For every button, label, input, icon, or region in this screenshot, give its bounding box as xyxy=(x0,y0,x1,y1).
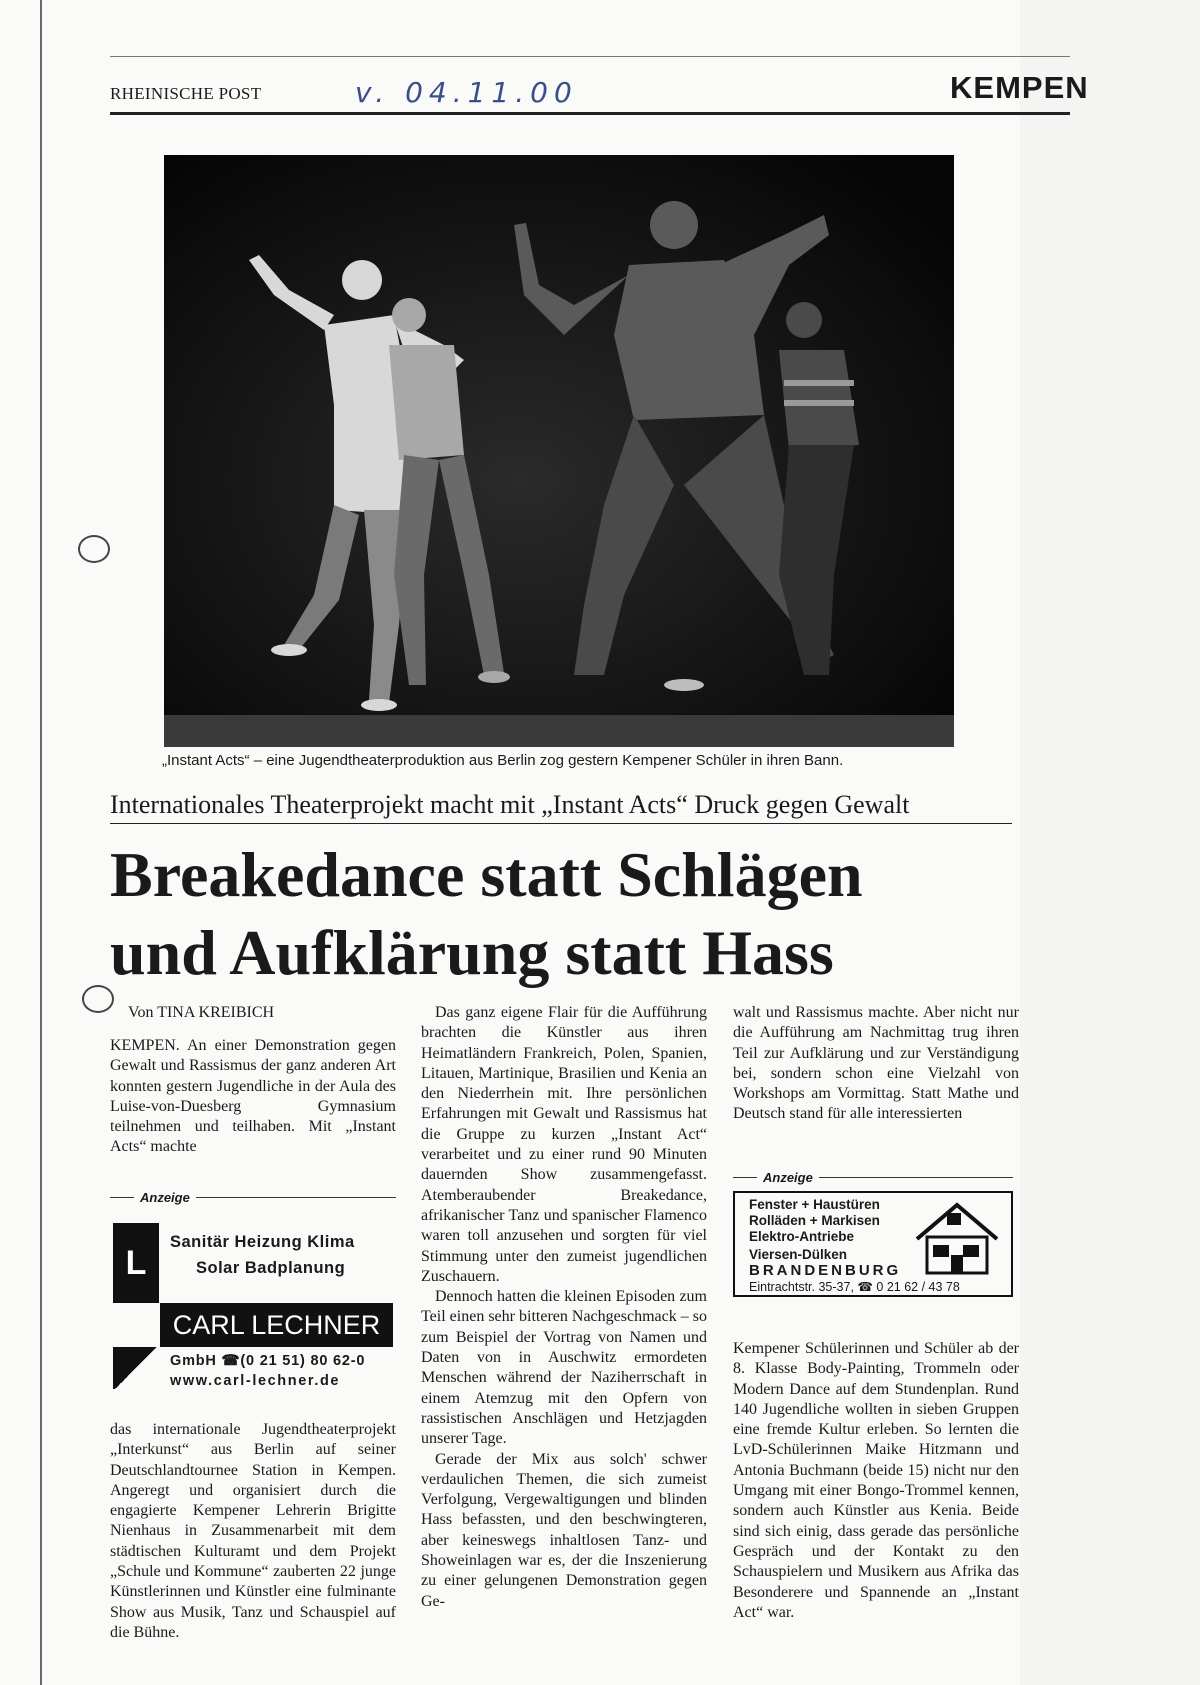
ad-label-text: Anzeige xyxy=(140,1190,190,1205)
ad-line: Rolläden + Markisen xyxy=(749,1213,880,1228)
ad-line: Viersen-Dülken xyxy=(749,1247,848,1262)
publication-name: RHEINISCHE POST xyxy=(110,84,262,103)
article-headline xyxy=(110,836,863,992)
region-heading: KEMPEN xyxy=(950,70,1089,105)
checker-decoration xyxy=(113,1347,159,1389)
top-rule xyxy=(110,56,1070,57)
ad-phone: GmbH ☎(0 21 51) 80 62-0 xyxy=(170,1353,366,1369)
photo-caption: „Instant Acts“ – eine Jugendtheaterproduktion aus Berlin zog gestern Kempener Schüler in ihren Bann. xyxy=(162,752,844,769)
article-column-2 xyxy=(421,1003,707,1612)
advertisement-brandenburg xyxy=(733,1170,1013,1310)
handwritten-date: v. 04.11.00 xyxy=(355,76,578,109)
ad-line: Elektro-Antriebe xyxy=(749,1229,855,1244)
article-column-1-continued xyxy=(110,1404,396,1659)
article-kicker: Internationales Theaterprojekt macht mit „Instant Acts“ Druck gegen Gewalt xyxy=(110,790,910,819)
ad-label-text: Anzeige xyxy=(763,1170,813,1185)
ad-company-name: CARL LECHNER xyxy=(160,1303,393,1347)
article-photo xyxy=(164,155,954,747)
article-column-3-continued xyxy=(733,1323,1019,1639)
lechner-logo-icon: L xyxy=(113,1223,159,1303)
stage-photo-illustration xyxy=(164,155,954,747)
byline: Von TINA KREIBICH xyxy=(128,1004,275,1021)
scan-edge xyxy=(40,0,42,1685)
ad-services-line-1: Sanitär Heizung Klima xyxy=(170,1233,355,1251)
paragraph: Dennoch hatten die kleinen Episoden zum Teil einen sehr bitteren Nachgeschmack – so zum Beispiel der Vortrag von Namen und Daten von in Auschwitz ermordeten Menschen während der Naziherrschaft in einem Atemzug mit den Opfern von rassistischen Anschlägen und Hetzjagden unserer Tage. xyxy=(421,1288,707,1448)
paragraph: das internationale Jugendtheaterprojekt „Interkunst“ aus Berlin auf seiner Deutschlandtournee Station in Kempen. Angeregt und organisiert durch die engagierte Kempener Lehrerin Brigitte Nienhaus in Zusammenarbeit mit dem städtischen Kulturamt und dem Projekt „Schule und Kommune“ zauberten 22 junge Künstlerinnen und Künstler eine fulminante Show aus Musik, Tanz und Schauspiel auf die Bühne. xyxy=(110,1421,396,1641)
ad-address: Eintrachtstr. 35-37, ☎ 0 21 62 / 43 78 xyxy=(749,1280,960,1294)
punch-hole-mark xyxy=(82,985,114,1013)
ad-line: Fenster + Haustüren xyxy=(749,1197,880,1212)
punch-hole-mark xyxy=(78,535,110,563)
headline-line-1: Breakedance statt Schlägen xyxy=(110,839,863,910)
headline-line-2: und Aufklärung statt Hass xyxy=(110,917,834,988)
house-icon xyxy=(911,1199,1003,1277)
article-column-1 xyxy=(110,1036,396,1158)
paragraph: Das ganz eigene Flair für die Aufführung brachten die Künstler aus ihren Heimatländern Frankreich, Polen, Spanien, Litauen, Martinique, Brasilien und Kenia an den Niederrhein mit. Ihre persönlichen Erfahrungen mit Gewalt und Rassismus hat die Gruppe zu kurzen „Instant Act“ verarbeitet und zu einer rund 90 Minuten dauernden Show zusammengefasst. Atemberaubender Breakedance, afrikanischer Tanz und spanischer Flamenco waren toll anzusehen und sorgten für viel Stimmung unter den zumeist jugendlichen Zuschauern. xyxy=(421,1004,707,1285)
ad-services-line-2: Solar Badplanung xyxy=(196,1259,346,1277)
paragraph: Gerade der Mix aus solch' schwer verdaulichen Themen, die sich zumeist Verfolgung, Vergewaltigungen und blinden Hass befassten, und den beschwingteren, aber keineswegs inhaltlosen Tanz- und Showeinlagen war es, der die Inszenierung zu einer gelungenen Demonstration gegen Ge- xyxy=(421,1450,707,1610)
advertisement-lechner xyxy=(110,1190,396,1400)
paragraph: KEMPEN. An einer Demonstration gegen Gewalt und Rassismus der ganz anderen Art konnten gestern Jugendliche in der Aula des Luise-von-Duesberg Gymnasium teilnehmen und teilhaben. Mit „Instant Acts“ machte xyxy=(110,1037,396,1156)
ad-website: www.carl-lechner.de xyxy=(170,1373,341,1389)
ad-brand: BRANDENBURG xyxy=(749,1262,902,1279)
kicker-rule xyxy=(110,823,1012,824)
ad-label xyxy=(110,1190,396,1205)
header-rule xyxy=(110,112,1070,115)
paragraph: Kempener Schülerinnen und Schüler ab der 8. Klasse Body-Painting, Trommeln oder Modern Dance auf dem Stundenplan. Rund 140 Jugendliche wollten in sieben Gruppen eine fremde Kultur erleben. So lernten die LvD-Schülerinnen Maike Hitzmann und Antonia Buchmann (beide 15) nicht nur den Umgang mit einer Bongo-Trommel kennen, sondern auch Künstler aus Kenia. Beide sind sich einig, dass gerade das persönliche Gespräch und der Kontakt zu den Schauspielern und Musikern aus Afrika das Besonderere und Spannende an „Instant Act“ war. xyxy=(733,1340,1019,1621)
article-column-3 xyxy=(733,1003,1019,1125)
paragraph: walt und Rassismus machte. Aber nicht nur die Aufführung am Nachmittag trug ihren Teil zur Aufklärung und zur Verständigung bei, sondern schon eine Vielzahl von Workshops am Vormittag. Statt Mathe und Deutsch stand für alle interessierten xyxy=(733,1004,1019,1123)
ad-label xyxy=(733,1170,1013,1185)
